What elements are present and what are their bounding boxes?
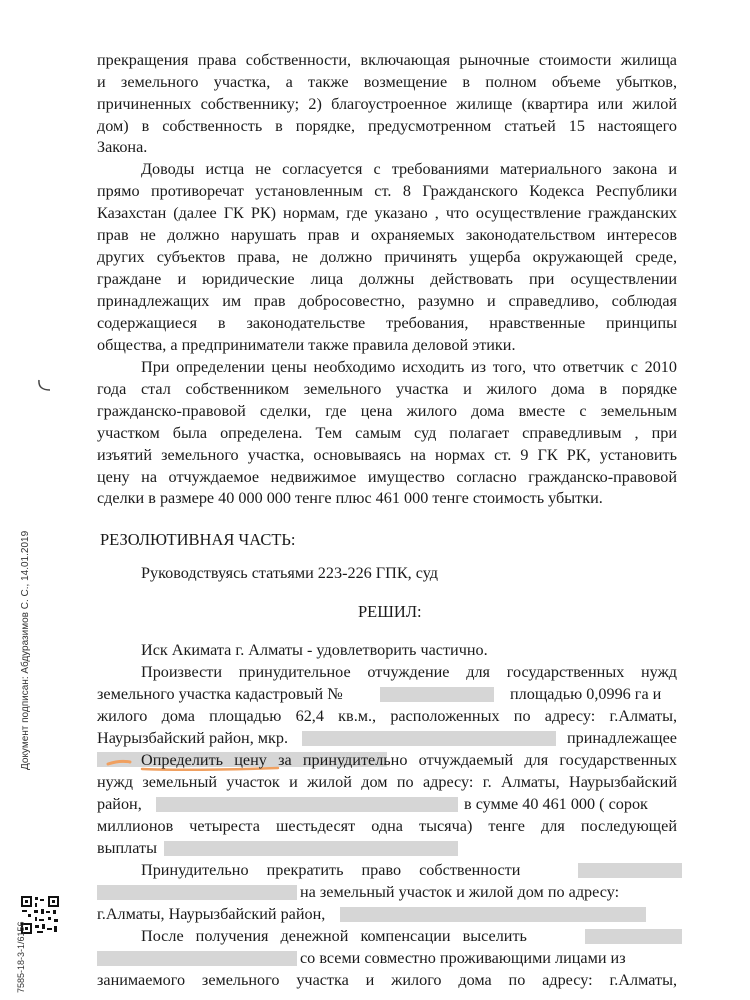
text-line: район, — [97, 795, 142, 813]
text-line: принадлежащее — [567, 729, 677, 747]
text-line: дом) в собственность в порядке, предусмотренном статьей 15 настоящего — [97, 117, 677, 135]
text-line: со всеми совместно проживающими лицами из — [300, 949, 626, 967]
text-line: Наурызбайский район, мкр. — [97, 729, 289, 747]
text-line: Закона. — [97, 138, 148, 156]
redacted-field — [302, 731, 556, 746]
text-line: Принудительно прекратить право собственности — [141, 861, 521, 879]
text-line: жилого дома площадью 62,4 кв.м., расположенных по адресу: г.Алматы, — [97, 707, 677, 725]
text-line: г.Алматы, Наурызбайский район, — [97, 905, 326, 923]
decided-title: РЕШИЛ: — [358, 602, 422, 621]
text-line: в сумме 40 461 000 ( сорок — [464, 795, 648, 813]
redacted-field — [156, 797, 458, 812]
text-line: выплаты — [97, 839, 157, 857]
text-line: При определении цены необходимо исходить из того, что ответчик с 2010 — [141, 358, 677, 376]
text-line: года стал собственником земельного участка и жилого дома в порядке — [97, 380, 677, 398]
section-title: РЕЗОЛЮТИВНАЯ ЧАСТЬ: — [100, 530, 296, 549]
text-line: общества, а предприниматели также правила деловой этики. — [97, 336, 516, 354]
text-line: Доводы истца не согласуется с требованиями материального закона и — [141, 160, 677, 178]
text-line: участком была определена. Тем самым суд полагает справедливым , при — [97, 424, 677, 442]
text-line: граждане и юридические лица должны действовать при осуществлении — [97, 270, 677, 288]
redacted-field — [97, 885, 297, 900]
document-code: 7585-18-3-1/6156 — [16, 921, 26, 993]
text-line: Определить цену за принудительно отчуждаемый для государственных — [141, 751, 677, 769]
text-line: на земельный участок и жилой дом по адресу: — [300, 883, 620, 901]
redacted-field — [340, 907, 646, 922]
ruling-text: Иск Акимата г. Алматы - удовлетворить частично. — [141, 641, 488, 659]
redacted-field — [380, 687, 494, 702]
text-line: причиненных собственнику; 2) благоустроенное жилище (квартира или жилой — [97, 95, 677, 113]
redacted-field — [164, 841, 458, 856]
text-line: содержащиеся в законодательстве требования, нравственные принципы — [97, 314, 677, 332]
text-line: площадью 0,0996 га и — [510, 685, 662, 703]
text-line: прямо противоречат установленным ст. 8 Гражданского Кодекса Республики — [97, 182, 677, 200]
text-line: принадлежащих им прав добросовестно, разумно и справедливо, соблюдая — [97, 292, 677, 310]
text-line: изъятий земельного участка, основываясь на нормах ст. 9 ГК РК, установить — [97, 446, 677, 464]
text-line: Казахстан (далее ГК РК) нормам, где указано , что осуществление гражданских — [97, 204, 677, 222]
text-line: гражданско-правовой сделки, где цена жилого дома вместе с земельным — [97, 402, 677, 420]
text-line: других субъектов права, не должно причинять ущерба окружающей среде, — [97, 248, 677, 266]
redacted-field — [585, 929, 682, 944]
text-line: прав не должно нарушать прав и охраняемых законодательством интересов — [97, 226, 677, 244]
text-line: и земельного участка, а также возмещение в полном объеме убытков, — [97, 73, 677, 91]
signature-note: Документ подписан: Абдуразимов С. С., 14.01.2019 — [20, 530, 31, 770]
qr-code-icon — [20, 895, 60, 935]
redacted-field — [578, 863, 682, 878]
text-line: миллионов четыреста шестьдесят одна тысяча) тенге для последующей — [97, 817, 677, 835]
text-line: цену на отчуждаемое недвижимое имущество согласно гражданско-правовой — [97, 468, 677, 486]
margin-mark — [36, 378, 56, 394]
text-line: занимаемого земельного участка и жилого дома по адресу: г.Алматы, — [97, 971, 677, 989]
text-line: земельного участка кадастровый № — [97, 685, 343, 703]
text-line: Произвести принудительное отчуждение для государственных нужд — [141, 663, 677, 681]
redacted-field — [97, 951, 297, 966]
text-line: сделки в размере 40 000 000 тенге плюс 461 000 тенге стоимость убытки. — [97, 489, 603, 507]
guided-by-text: Руководствуясь статьями 223-226 ГПК, суд — [141, 564, 439, 582]
text-line: прекращения права собственности, включающая рыночные стоимости жилища — [97, 51, 677, 69]
text-line: нужд земельный участок и жилой дом по адресу: г. Алматы, Наурызбайский — [97, 773, 677, 791]
text-line: После получения денежной компенсации выселить — [141, 927, 527, 945]
